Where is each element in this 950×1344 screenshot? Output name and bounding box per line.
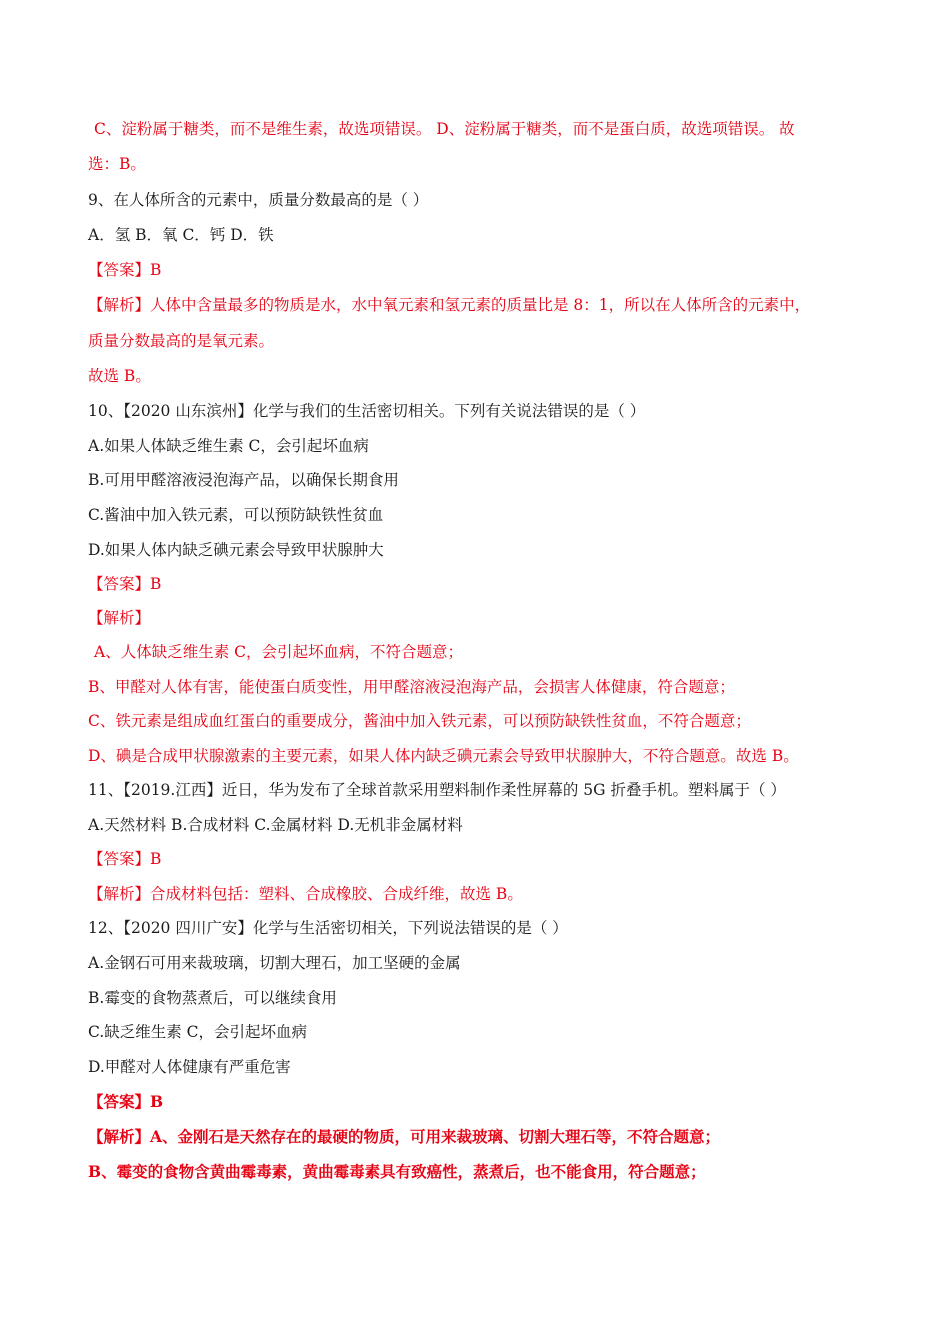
q9-analysis-line-2: 质量分数最高的是氧元素。 bbox=[88, 332, 275, 350]
q10-option-a: A.如果人体缺乏维生素 C，会引起坏血病 bbox=[88, 437, 369, 455]
q10-analysis-d: D、碘是合成甲状腺激素的主要元素，如果人体内缺乏碘元素会导致甲状腺肿大，不符合题意。故选 B。 bbox=[88, 747, 799, 765]
q12-option-c: C.缺乏维生素 C，会引起坏血病 bbox=[88, 1023, 308, 1041]
q11-analysis: 【解析】合成材料包括：塑料、合成橡胶、合成纤维，故选 B。 bbox=[88, 885, 523, 903]
q10-analysis-label: 【解析】 bbox=[88, 609, 151, 627]
q8-conclusion: 选：B。 bbox=[88, 155, 146, 173]
q10-answer: 【答案】B bbox=[88, 575, 162, 593]
q10-analysis-b: B、甲醛对人体有害，能使蛋白质变性，用甲醛溶液浸泡海产品，会损害人体健康，符合题意； bbox=[88, 678, 735, 696]
q10-question: 10、【2020 山东滨州】化学与我们的生活密切相关。下列有关说法错误的是（ ） bbox=[88, 402, 646, 420]
q11-options: A.天然材料 B.合成材料 C.金属材料 D.无机非金属材料 bbox=[88, 816, 463, 834]
q9-question: 9、在人体所含的元素中，质量分数最高的是（ ） bbox=[88, 191, 429, 209]
q12-option-b: B.霉变的食物蒸煮后，可以继续食用 bbox=[88, 989, 337, 1007]
q12-question: 12、【2020 四川广安】化学与生活密切相关，下列说法错误的是（ ） bbox=[88, 919, 568, 937]
q9-answer: 【答案】B bbox=[88, 261, 162, 279]
q12-analysis-a: 【解析】A、金刚石是天然存在的最硬的物质，可用来裁玻璃、切割大理石等，不符合题意； bbox=[88, 1127, 721, 1146]
q12-answer: 【答案】B bbox=[88, 1092, 164, 1111]
q9-options: A．氢 B．氧 C．钙 D．铁 bbox=[88, 226, 274, 244]
q10-option-b: B.可用甲醛溶液浸泡海产品，以确保长期食用 bbox=[88, 471, 399, 489]
q10-analysis-a: A、人体缺乏维生素 C，会引起坏血病，不符合题意； bbox=[94, 643, 463, 661]
q12-option-d: D.甲醛对人体健康有严重危害 bbox=[88, 1058, 291, 1076]
q10-option-c: C.酱油中加入铁元素，可以预防缺铁性贫血 bbox=[88, 506, 384, 524]
q9-analysis-line-1: 【解析】人体中含量最多的物质是水，水中氧元素和氢元素的质量比是 8：1，所以在人体所含的元素中， bbox=[88, 296, 811, 314]
q12-option-a: A.金钢石可用来裁玻璃，切割大理石，加工坚硬的金属 bbox=[88, 954, 461, 972]
q10-analysis-c: C、铁元素是组成血红蛋白的重要成分，酱油中加入铁元素，可以预防缺铁性贫血，不符合题意； bbox=[88, 712, 751, 730]
q11-answer: 【答案】B bbox=[88, 850, 162, 868]
q8-analysis-line-1: C、淀粉属于糖类，而不是维生素，故选项错误。 D、淀粉属于糖类，而不是蛋白质，故选项错误。 故 bbox=[94, 120, 795, 138]
q10-option-d: D.如果人体内缺乏碘元素会导致甲状腺肿大 bbox=[88, 541, 384, 559]
q12-analysis-b: B、霉变的食物含黄曲霉毒素，黄曲霉毒素具有致癌性，蒸煮后，也不能食用，符合题意； bbox=[88, 1162, 706, 1181]
q11-question: 11、【2019.江西】近日，华为发布了全球首款采用塑料制作柔性屏幕的 5G 折叠手机。塑料属于（ ） bbox=[88, 781, 786, 799]
q9-conclusion: 故选 B。 bbox=[88, 367, 151, 385]
